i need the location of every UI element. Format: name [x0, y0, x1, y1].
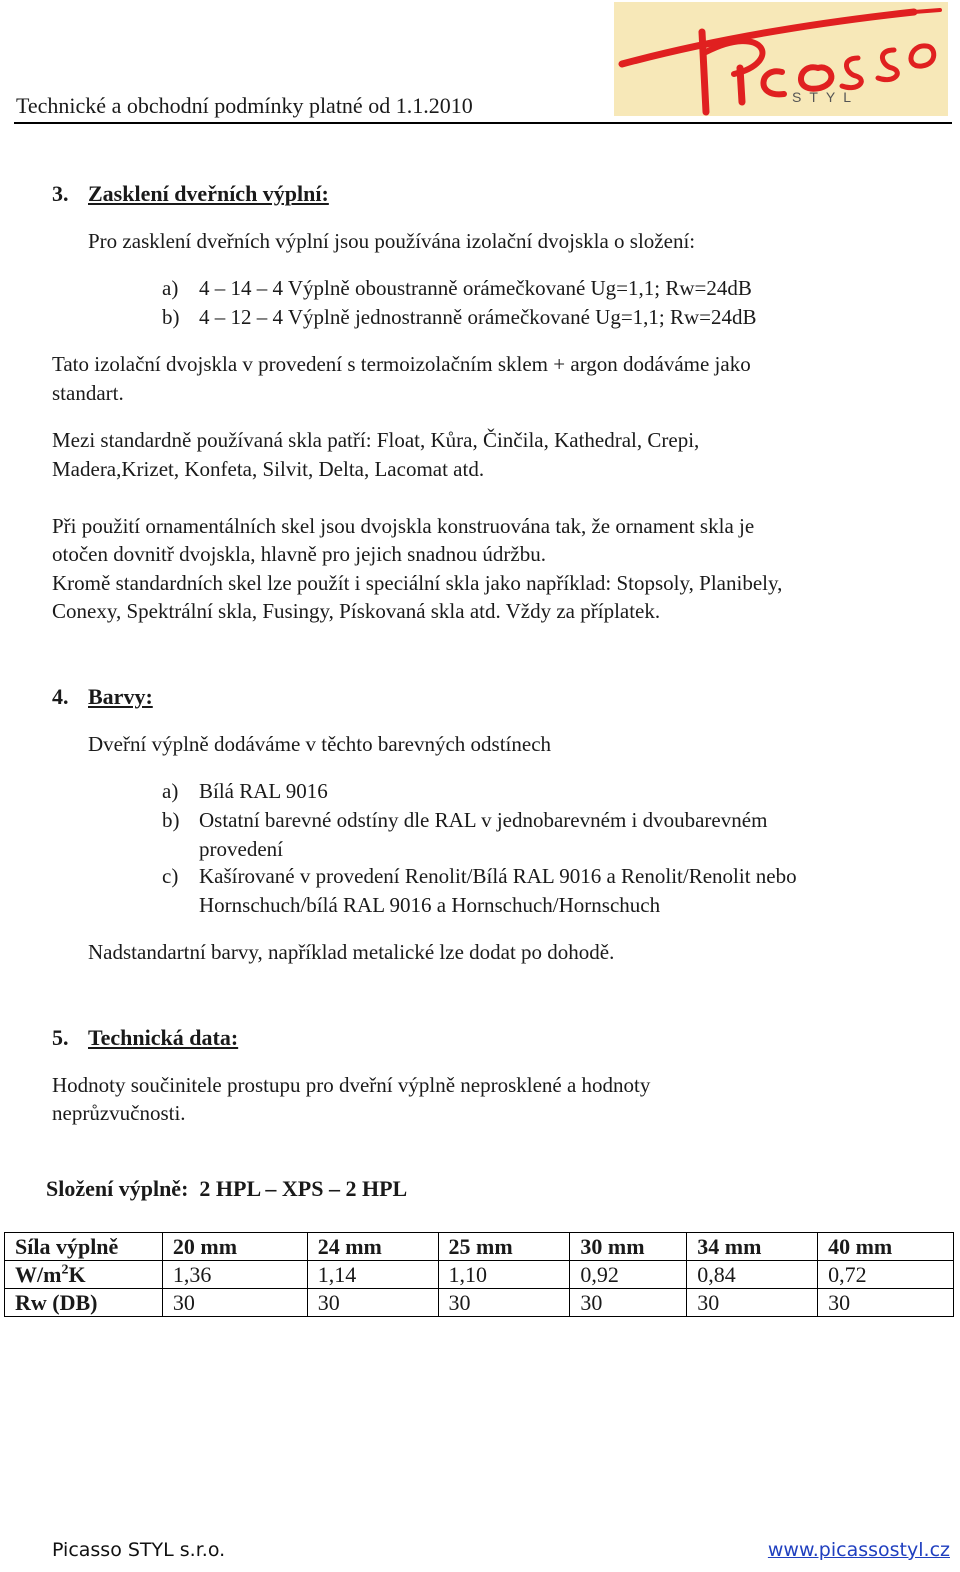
list-text-line1: Kašírované v provedení Renolit/Bílá RAL 9016 a Renolit/Renolit nebo	[199, 864, 797, 888]
row-label-rw: Rw (DB)	[5, 1289, 163, 1317]
table-header-cell: 40 mm	[818, 1233, 954, 1261]
header-divider	[14, 122, 952, 124]
section-5-number: 5.	[52, 1025, 69, 1050]
section-3-heading	[52, 180, 329, 208]
color-option-b	[162, 806, 922, 864]
label-part: W/m	[15, 1262, 62, 1287]
list-text-line2: Hornschuch/bílá RAL 9016 a Hornschuch/Hornschuch	[199, 892, 661, 917]
table-header-cell: 34 mm	[687, 1233, 818, 1261]
table-header-cell: 30 mm	[570, 1233, 687, 1261]
table-cell: 30	[438, 1289, 570, 1317]
table-cell: 0,72	[818, 1261, 954, 1289]
table-header-cell: 25 mm	[438, 1233, 570, 1261]
panel-composition: Složení výplně: 2 HPL – XPS – 2 HPL	[46, 1176, 408, 1201]
color-option-c	[162, 862, 922, 920]
svg-text:STYL: STYL	[792, 89, 860, 105]
table-row-uw	[5, 1261, 954, 1289]
document-header-title: Technické a obchodní podmínky platné od 1.1.2010	[16, 93, 473, 118]
picasso-styl-logo	[614, 2, 948, 116]
footer-company: Picasso STYL s.r.o.	[52, 1539, 226, 1561]
table-header-cell: 20 mm	[162, 1233, 307, 1261]
section-3-number: 3.	[52, 181, 69, 206]
row-label-uw	[5, 1261, 163, 1289]
argon-paragraph-line2: standart.	[52, 381, 124, 405]
list-marker: a)	[162, 779, 179, 803]
technical-data-table	[4, 1232, 954, 1317]
table-cell: 1,14	[307, 1261, 438, 1289]
footer-website-link[interactable]: www.picassostyl.cz	[767, 1539, 950, 1561]
argon-paragraph-line1: Tato izolační dvojskla v provedení s termoizolačním sklem + argon dodáváme jako	[52, 352, 751, 376]
ornament-paragraph-line2: otočen dovnitř dvojskla, hlavně pro jejich snadnou údržbu.	[52, 542, 546, 566]
technical-data-line1: Hodnoty součinitele prostupu pro dveřní výplně neprosklené a hodnoty	[52, 1073, 651, 1097]
list-marker: c)	[162, 864, 179, 888]
standard-glass-line1: Mezi standardně používaná skla patří: Float, Kůra, Činčila, Kathedral, Crepi,	[52, 428, 700, 452]
label-part: K	[68, 1262, 86, 1287]
custom-colors-note: Nadstandartní barvy, například metalické lze dodat po dohodě.	[88, 940, 615, 964]
section-3-title: Zasklení dveřních výplní:	[88, 181, 329, 206]
table-header-cell: 24 mm	[307, 1233, 438, 1261]
list-text-line2: provedení	[199, 836, 283, 861]
list-text: 4 – 14 – 4 Výplně oboustranně orámečkované Ug=1,1; Rw=24dB	[199, 276, 752, 300]
section-5-heading	[52, 1024, 238, 1052]
special-glass-line1: Kromě standardních skel lze použít i speciální skla jako například: Stopsoly, Planibely,	[52, 571, 783, 595]
section-4-number: 4.	[52, 684, 69, 709]
technical-data-line2: neprůzvučnosti.	[52, 1101, 186, 1125]
table-cell: 30	[687, 1289, 818, 1317]
section-4-heading	[52, 683, 153, 711]
list-text-line1: Ostatní barevné odstíny dle RAL v jednobarevném i dvoubarevném	[199, 808, 768, 832]
table-cell: 30	[570, 1289, 687, 1317]
color-option-a	[162, 777, 922, 806]
table-header-row	[5, 1233, 954, 1261]
table-cell: 0,92	[570, 1261, 687, 1289]
table-cell: 1,10	[438, 1261, 570, 1289]
list-marker: b)	[162, 305, 180, 329]
table-cell: 1,36	[162, 1261, 307, 1289]
label-superscript: 2	[61, 1262, 69, 1278]
special-glass-line2: Conexy, Spektrální skla, Fusingy, Pískovaná skla atd. Vždy za příplatek.	[52, 599, 661, 623]
table-header-cell: Síla výplně	[5, 1233, 163, 1261]
section-3-intro: Pro zasklení dveřních výplní jsou používána izolační dvojskla o složení:	[88, 229, 696, 253]
standard-glass-line2: Madera,Krizet, Konfeta, Silvit, Delta, Lacomat atd.	[52, 457, 485, 481]
table-cell: 0,84	[687, 1261, 818, 1289]
list-text: 4 – 12 – 4 Výplně jednostranně orámečkované Ug=1,1; Rw=24dB	[199, 305, 757, 329]
section-4-intro: Dveřní výplně dodáváme v těchto barevných odstínech	[88, 732, 552, 756]
glass-option-a	[162, 274, 922, 303]
section-5-title: Technická data:	[88, 1025, 239, 1050]
list-marker: b)	[162, 808, 180, 832]
table-row-rw	[5, 1289, 954, 1317]
ornament-paragraph-line1: Při použití ornamentálních skel jsou dvojskla konstruována tak, že ornament skla je	[52, 514, 755, 538]
section-4-title: Barvy:	[88, 684, 153, 709]
glass-option-b	[162, 303, 922, 332]
list-marker: a)	[162, 276, 179, 300]
table-cell: 30	[162, 1289, 307, 1317]
list-text: Bílá RAL 9016	[199, 779, 328, 803]
table-cell: 30	[818, 1289, 954, 1317]
table-cell: 30	[307, 1289, 438, 1317]
